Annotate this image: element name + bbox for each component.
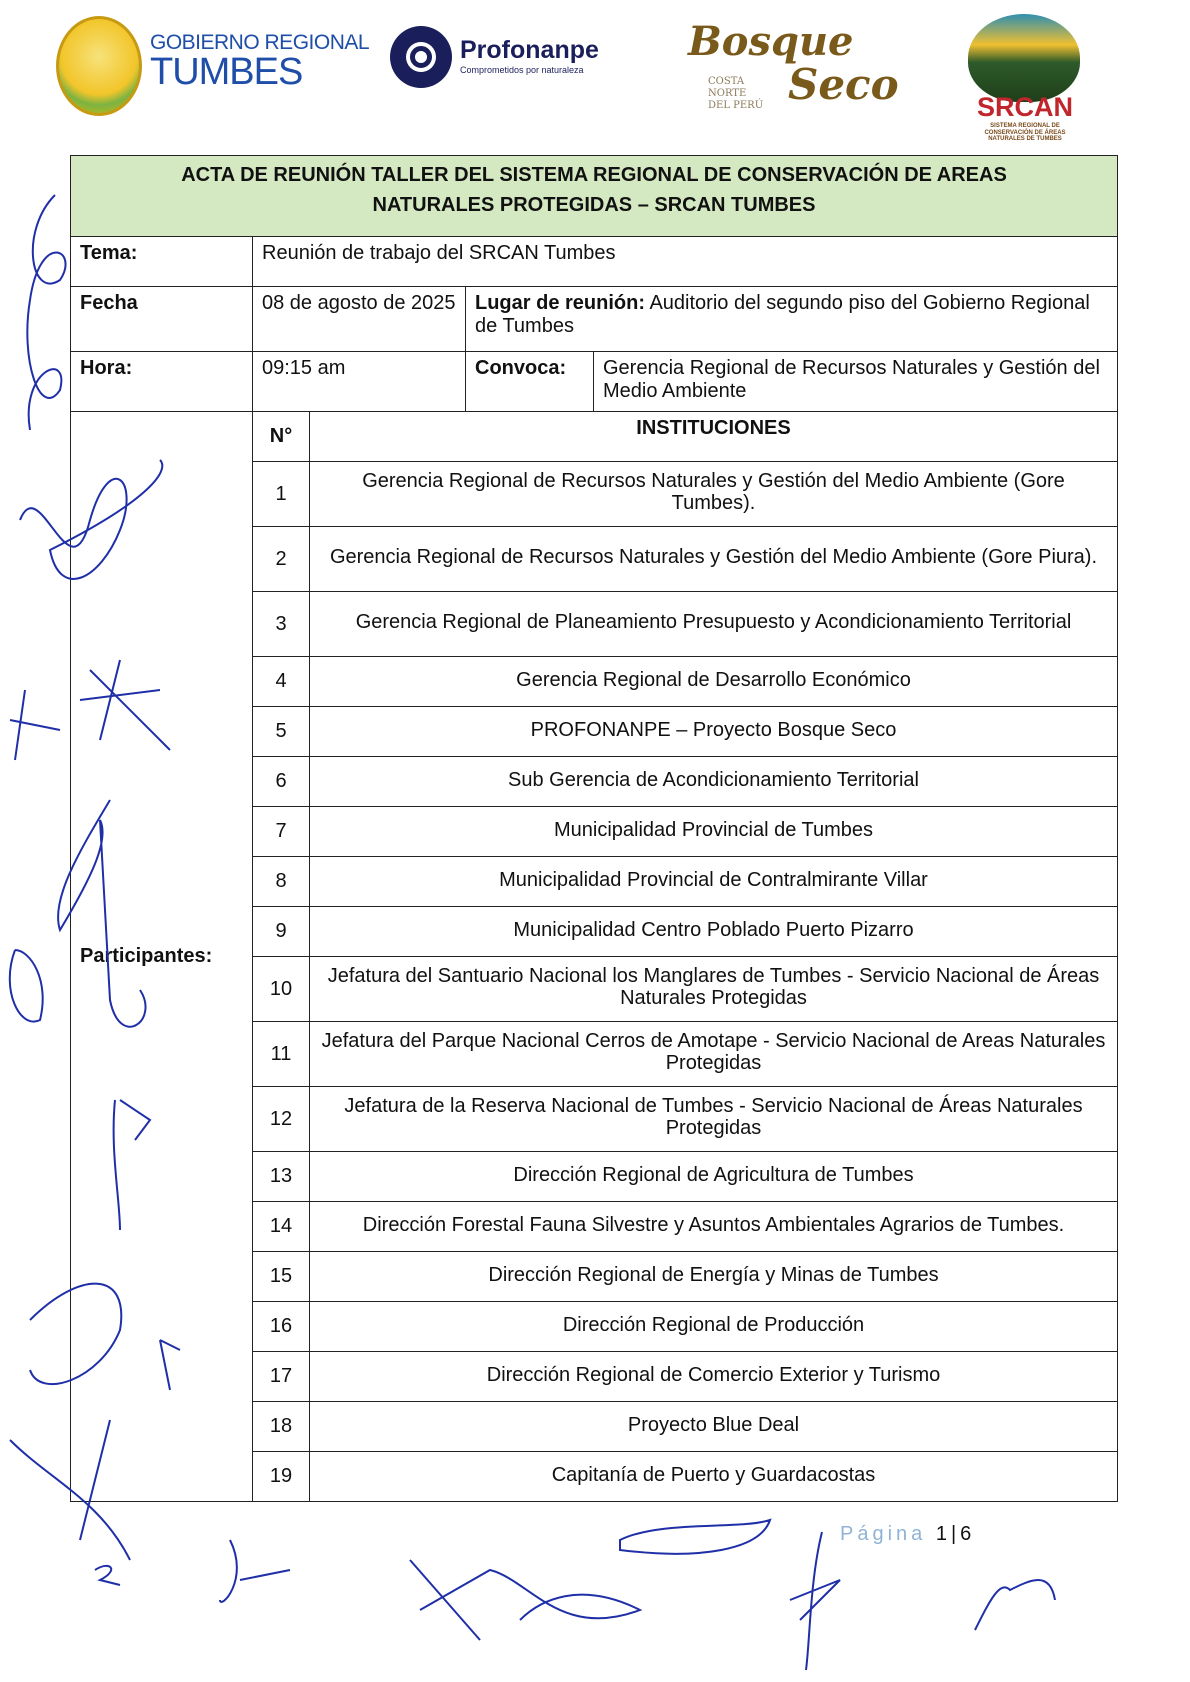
inst-number: 6: [253, 757, 310, 807]
signature: [220, 1540, 290, 1602]
profonanpe-name: Profonanpe: [460, 36, 599, 64]
srcan-emblem-logo: [968, 14, 1080, 102]
inst-number: 17: [253, 1352, 310, 1402]
inst-name: Capitanía de Puerto y Guardacostas: [310, 1452, 1118, 1502]
page-number: Página 1|6: [840, 1523, 976, 1545]
gobierno-regional-logo-text: [150, 32, 369, 91]
inst-number: 2: [253, 527, 310, 592]
col-inst-header: INSTITUCIONES: [310, 412, 1118, 462]
inst-number: 12: [253, 1087, 310, 1152]
signature: [10, 690, 60, 760]
fecha-value: 08 de agosto de 2025: [253, 287, 466, 352]
inst-number: 16: [253, 1302, 310, 1352]
inst-number: 14: [253, 1202, 310, 1252]
inst-number: 5: [253, 707, 310, 757]
hora-label: Hora:: [71, 352, 253, 412]
inst-name: Sub Gerencia de Acondicionamiento Territorial: [310, 757, 1118, 807]
hora-value: 09:15 am: [253, 352, 466, 412]
title-line2: NATURALES PROTEGIDAS – SRCAN TUMBES: [372, 194, 816, 216]
page-word: Página: [840, 1523, 927, 1545]
bosque-word: Bosque: [688, 18, 854, 65]
title-line1: ACTA DE REUNIÓN TALLER DEL SISTEMA REGIONAL DE CONSERVACIÓN DE AREAS: [181, 164, 1007, 186]
bosque-seco-logo: [688, 18, 899, 118]
logo-line2: TUMBES: [150, 51, 303, 93]
inst-number: 13: [253, 1152, 310, 1202]
inst-name: Gerencia Regional de Recursos Naturales y Gestión del Medio Ambiente (Gore Piura).: [310, 527, 1118, 592]
inst-number: 8: [253, 857, 310, 907]
inst-number: 4: [253, 657, 310, 707]
fecha-label: Fecha: [71, 287, 253, 352]
seco-word: Seco: [788, 60, 899, 109]
inst-name: PROFONANPE – Proyecto Bosque Seco: [310, 707, 1118, 757]
bosque-sub: COSTA NORTE DEL PERÚ: [708, 76, 764, 111]
tema-label: Tema:: [71, 237, 253, 287]
inst-name: Gerencia Regional de Planeamiento Presupuesto y Acondicionamiento Territorial: [310, 592, 1118, 657]
inst-number: 9: [253, 907, 310, 957]
inst-number: 15: [253, 1252, 310, 1302]
page-current: 1: [935, 1523, 951, 1545]
srcan-tagline: SISTEMA REGIONAL DE CONSERVACIÓN DE ÁREAS NATURALES DE TUMBES: [984, 123, 1066, 143]
inst-name: Jefatura del Parque Nacional Cerros de Amotape - Servicio Nacional de Areas Naturales Protegidas: [310, 1022, 1118, 1087]
signature: [620, 1520, 770, 1554]
signature: [27, 195, 65, 430]
inst-number: 7: [253, 807, 310, 857]
inst-number: 19: [253, 1452, 310, 1502]
inst-name: Dirección Forestal Fauna Silvestre y Asuntos Ambientales Agrarios de Tumbes.: [310, 1202, 1118, 1252]
signature: [790, 1532, 840, 1670]
inst-name: Dirección Regional de Comercio Exterior y Turismo: [310, 1352, 1118, 1402]
lugar-label: Lugar de reunión:: [475, 292, 645, 314]
inst-number: 11: [253, 1022, 310, 1087]
acta-table: [70, 155, 1118, 1502]
lugar-cell: [466, 287, 1118, 352]
profonanpe-logo: [460, 36, 599, 75]
srcan-name: SRCAN: [976, 92, 1073, 122]
logo-line1: GOBIERNO REGIONAL: [150, 31, 370, 54]
inst-name: Proyecto Blue Deal: [310, 1402, 1118, 1452]
profonanpe-flower-icon: [390, 26, 452, 88]
inst-name: Jefatura del Santuario Nacional los Manglares de Tumbes - Servicio Nacional de Áreas Naturales Protegidas: [310, 957, 1118, 1022]
profonanpe-tagline: Comprometidos por naturaleza: [460, 65, 584, 75]
inst-name: Jefatura de la Reserva Nacional de Tumbes - Servicio Nacional de Áreas Naturales Protegidas: [310, 1087, 1118, 1152]
inst-name: Dirección Regional de Producción: [310, 1302, 1118, 1352]
signature: [10, 950, 43, 1022]
inst-name: Dirección Regional de Agricultura de Tumbes: [310, 1152, 1118, 1202]
inst-number: 10: [253, 957, 310, 1022]
lugar-value: Auditorio del segundo piso del Gobierno Regional de Tumbes: [475, 292, 1090, 337]
convoca-label: Convoca:: [466, 352, 594, 412]
inst-name: Municipalidad Centro Poblado Puerto Pizarro: [310, 907, 1118, 957]
inst-name: Dirección Regional de Energía y Minas de Tumbes: [310, 1252, 1118, 1302]
inst-number: 18: [253, 1402, 310, 1452]
inst-name: Municipalidad Provincial de Tumbes: [310, 807, 1118, 857]
col-num-header: N°: [253, 412, 310, 462]
document-title: [71, 156, 1118, 237]
srcan-logo: [970, 92, 1080, 143]
signature: [410, 1560, 640, 1640]
signature: [975, 1580, 1055, 1630]
page-total: 6: [960, 1523, 976, 1545]
inst-name: Gerencia Regional de Desarrollo Económico: [310, 657, 1118, 707]
signature: [95, 1566, 120, 1585]
participantes-label: Participantes:: [71, 412, 253, 1502]
tema-value: Reunión de trabajo del SRCAN Tumbes: [253, 237, 1118, 287]
inst-number: 1: [253, 462, 310, 527]
inst-name: Gerencia Regional de Recursos Naturales y Gestión del Medio Ambiente (Gore Tumbes).: [310, 462, 1118, 527]
convoca-value: Gerencia Regional de Recursos Naturales y Gestión del Medio Ambiente: [594, 352, 1118, 412]
inst-name: Municipalidad Provincial de Contralmirante Villar: [310, 857, 1118, 907]
gobierno-regional-seal-logo: [56, 16, 142, 116]
inst-number: 3: [253, 592, 310, 657]
